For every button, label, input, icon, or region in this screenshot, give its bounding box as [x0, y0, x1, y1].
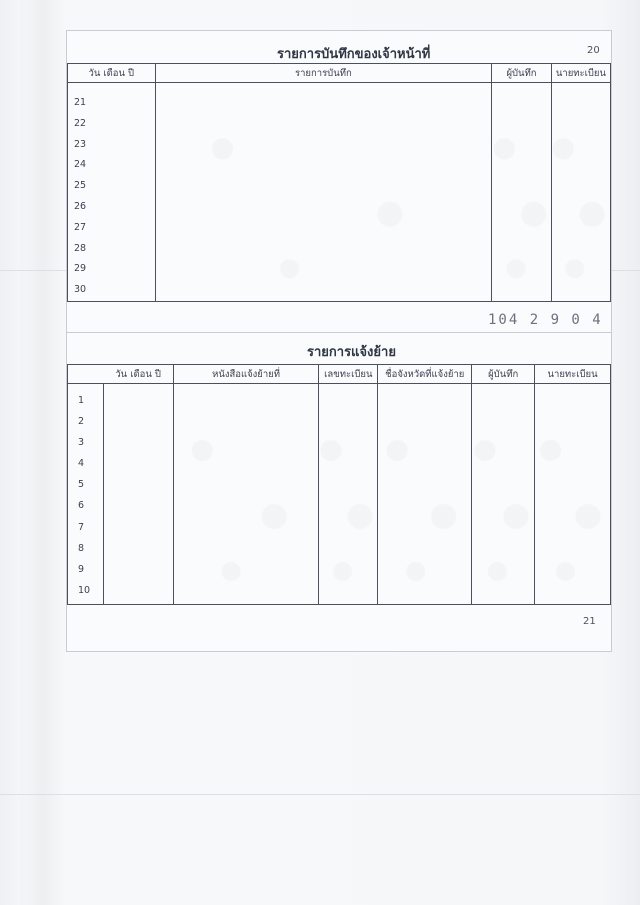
column-header-registrar: นายทะเบียน [551, 64, 610, 83]
row-number: 2 [78, 416, 85, 428]
column-header-record: รายการบันทึก [155, 64, 492, 83]
column-header-date: วัน เดือน ปี [103, 365, 173, 384]
index-column [68, 384, 104, 605]
date-column [103, 384, 173, 605]
row-number: 27 [74, 221, 87, 233]
officer-record-title: รายการบันทึกของเจ้าหน้าที่ [277, 47, 431, 62]
column-header-registration-no: เลขทะเบียน [319, 365, 378, 384]
row-number: 4 [78, 458, 85, 470]
row-number: 25 [74, 180, 87, 192]
row-number: 9 [78, 563, 85, 575]
row-number: 26 [74, 200, 87, 212]
row-number: 22 [74, 117, 87, 129]
column-header-move-letter: หนังสือแจ้งย้ายที่ [173, 365, 319, 384]
bleed-through-text: 104 2 9 0 4 [488, 312, 603, 328]
date-column [68, 83, 156, 302]
column-header-recorder: ผู้บันทึก [472, 365, 535, 384]
row-number: 28 [74, 242, 87, 254]
officer-record-table [67, 63, 611, 302]
row-number: 30 [74, 284, 87, 296]
move-notice-title: รายการแจ้งย้าย [307, 345, 396, 360]
record-column [155, 83, 492, 302]
row-number: 8 [78, 542, 85, 554]
province-column [378, 384, 472, 605]
binding-shadow [18, 0, 66, 905]
row-number: 21 [74, 97, 87, 108]
column-header-index [68, 365, 104, 384]
column-header-date: วัน เดือน ปี [68, 64, 156, 83]
row-number: 29 [74, 263, 87, 275]
registration-no-column [319, 384, 378, 605]
recorder-column [472, 384, 535, 605]
row-number: 23 [74, 138, 87, 150]
recorder-column [492, 83, 552, 302]
registrar-column [535, 384, 611, 605]
officer-record-sheet [66, 30, 612, 334]
page-number-bottom: 21 [583, 616, 596, 627]
row-number: 6 [78, 500, 85, 512]
move-notice-table [67, 364, 611, 605]
move-letter-column [173, 384, 319, 605]
row-number: 24 [74, 159, 87, 171]
scan-artifact-line [0, 794, 640, 795]
row-number: 10 [78, 584, 91, 596]
column-header-recorder: ผู้บันทึก [492, 64, 552, 83]
page-number-top: 20 [587, 45, 600, 56]
registrar-column [551, 83, 610, 302]
row-number: 3 [78, 437, 85, 449]
row-number: 5 [78, 479, 85, 491]
column-header-province: ชื่อจังหวัดที่แจ้งย้าย [378, 365, 472, 384]
row-number: 7 [78, 521, 85, 533]
row-number: 1 [78, 395, 85, 406]
move-notice-sheet [66, 332, 612, 652]
column-header-registrar: นายทะเบียน [535, 365, 611, 384]
